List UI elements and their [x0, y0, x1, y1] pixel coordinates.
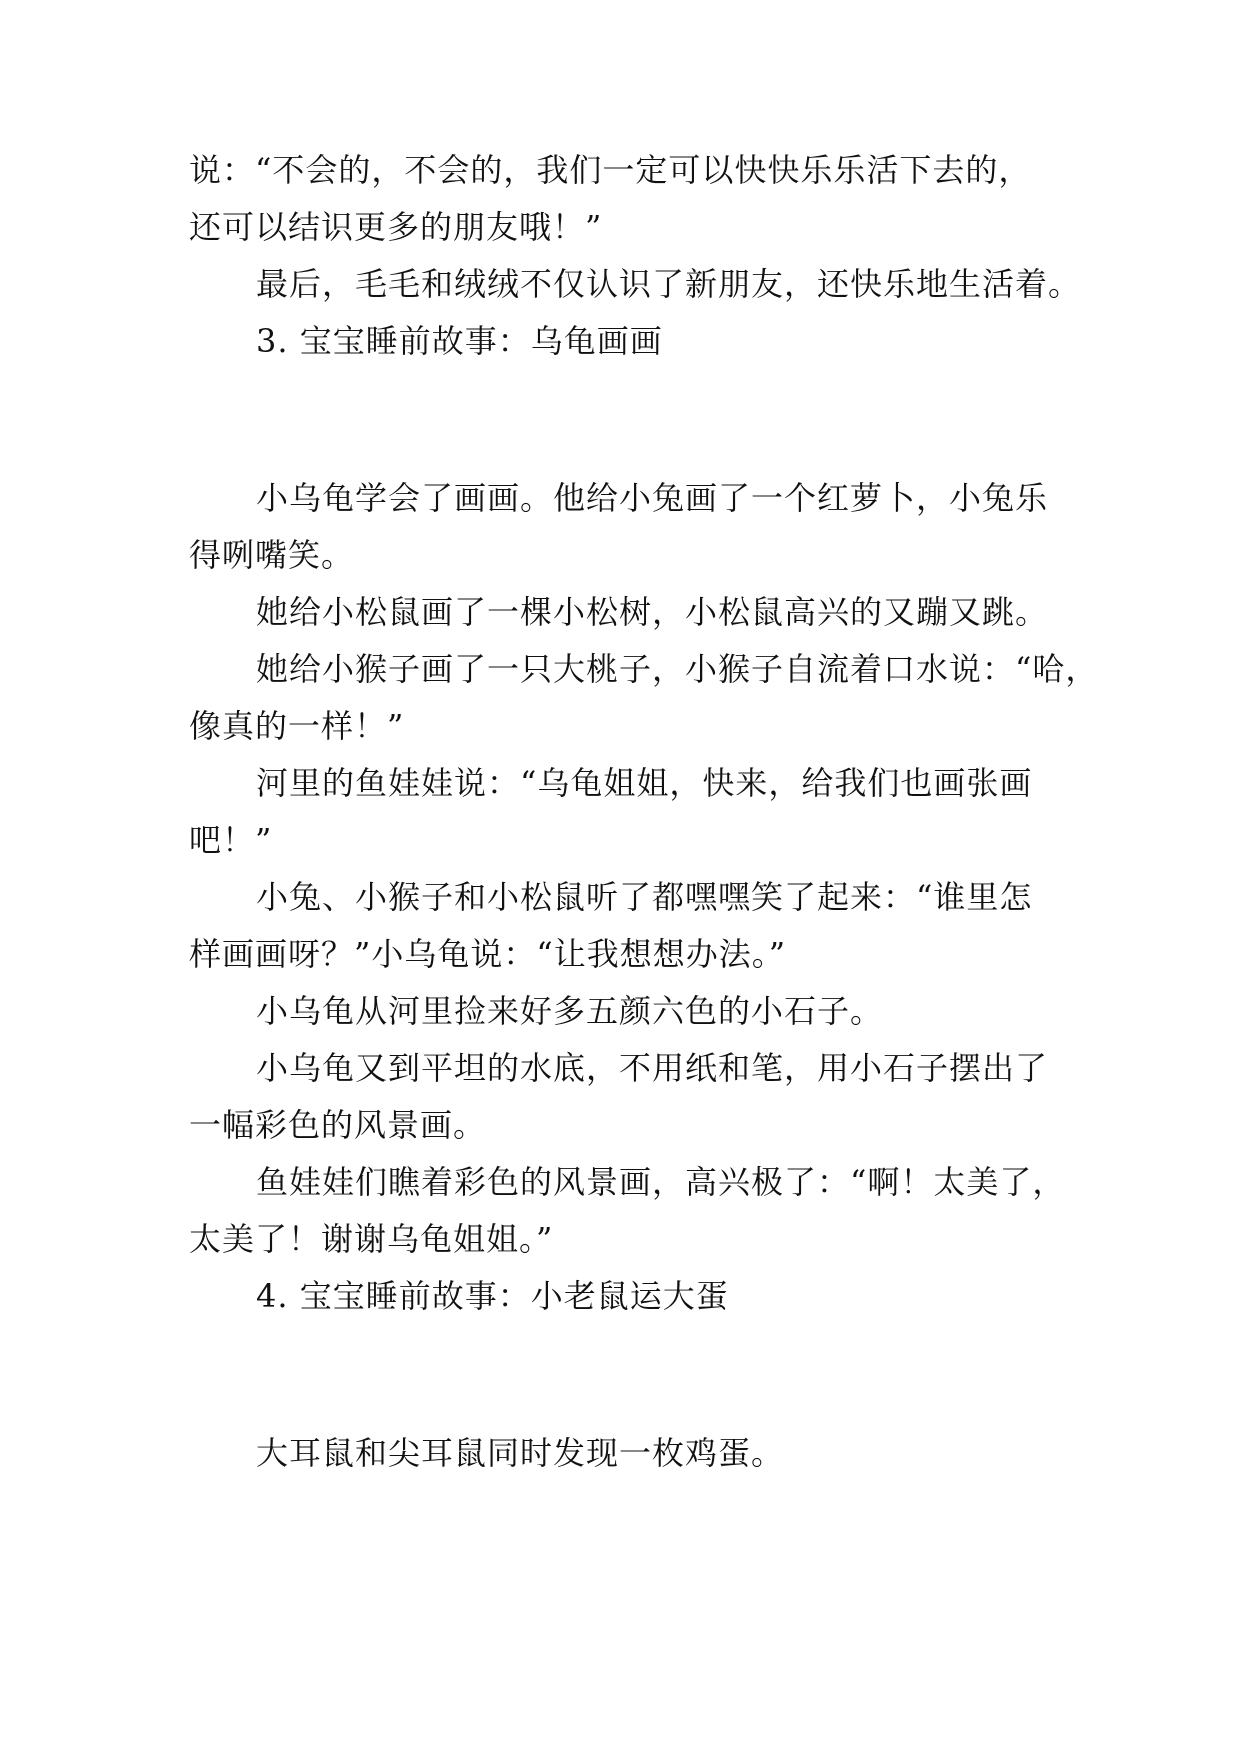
- paragraph-line: 她给小松鼠画了一棵小松树，小松鼠高兴的又蹦又跳。: [256, 593, 1049, 631]
- paragraph-line: 样画画呀？”小乌龟说：“让我想想办法。”: [189, 935, 787, 973]
- section-heading: 3. 宝宝睡前故事：乌龟画画: [256, 322, 663, 360]
- paragraph-line: 吧！”: [189, 821, 273, 859]
- section-heading: 4. 宝宝睡前故事：小老鼠运大蛋: [256, 1277, 729, 1315]
- paragraph-line: 小乌龟从河里捡来好多五颜六色的小石子。: [256, 992, 884, 1030]
- paragraph-line: 最后，毛毛和绒绒不仅认识了新朋友，还快乐地生活着。: [256, 265, 1082, 303]
- paragraph-line: 小乌龟学会了画画。他给小兔画了一个红萝卜，小兔乐: [256, 479, 1049, 517]
- paragraph-line: 小乌龟又到平坦的水底，不用纸和笔，用小石子摆出了: [256, 1049, 1049, 1087]
- paragraph-line: 太美了！谢谢乌龟姐姐。”: [189, 1220, 554, 1258]
- paragraph-line: 像真的一样！”: [189, 707, 405, 745]
- paragraph-line: 一幅彩色的风景画。: [189, 1106, 487, 1144]
- paragraph-line: 小兔、小猴子和小松鼠听了都嘿嘿笑了起来：“谁里怎: [256, 878, 1033, 916]
- paragraph-line: 河里的鱼娃娃说：“乌龟姐姐，快来，给我们也画张画: [256, 764, 1033, 802]
- paragraph-line: 她给小猴子画了一只大桃子，小猴子自流着口水说：“哈，: [256, 650, 1099, 688]
- paragraph-line: 大耳鼠和尖耳鼠同时发现一枚鸡蛋。: [256, 1434, 785, 1472]
- paragraph-line: 得咧嘴笑。: [189, 536, 355, 574]
- paragraph-line: 还可以结识更多的朋友哦！”: [189, 208, 603, 246]
- paragraph-line: 说：“不会的，不会的，我们一定可以快快乐乐活下去的，: [189, 151, 1032, 189]
- paragraph-line: 鱼娃娃们瞧着彩色的风景画，高兴极了：“啊！太美了，: [256, 1163, 1066, 1201]
